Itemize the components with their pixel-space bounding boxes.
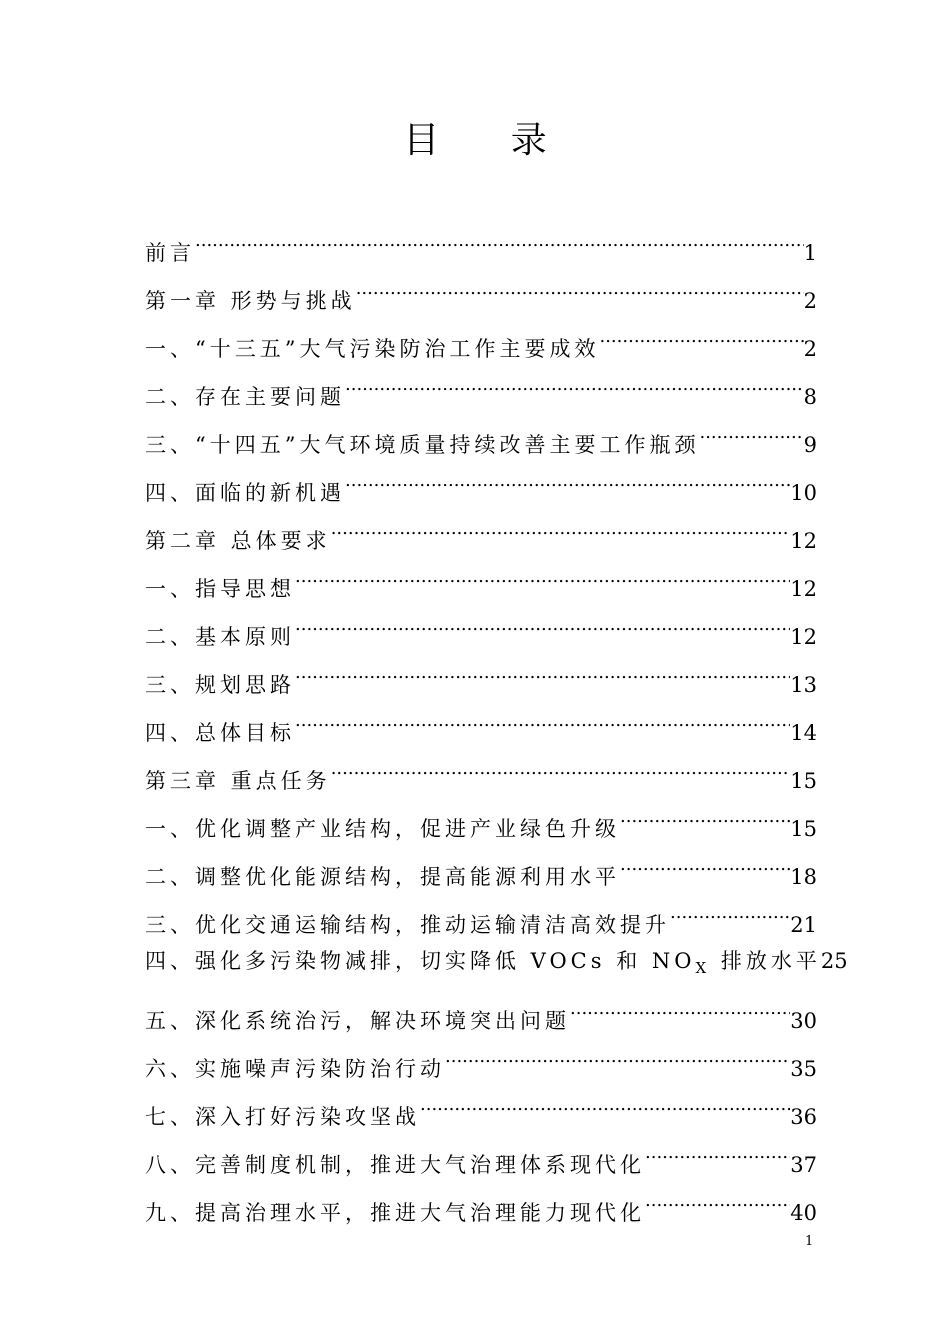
toc-entry-label: 八、完善制度机制，推进大气治理体系现代化 [145, 1153, 645, 1177]
toc-entry-3-1[interactable] [145, 798, 817, 846]
toc-entry-label: 三、“十四五”大气环境质量持续改善主要工作瓶颈 [145, 433, 700, 457]
toc-entry-3-6[interactable] [145, 1038, 817, 1086]
toc-entry-label: 四、总体目标 [145, 721, 295, 745]
dot-leader [620, 798, 790, 836]
dot-leader [645, 1134, 790, 1172]
dot-leader [699, 414, 803, 452]
toc-entry-page: 14 [790, 721, 817, 745]
toc-entry-label: 第三章 重点任务 [145, 769, 331, 793]
dot-leader [345, 462, 790, 500]
toc-entry-page: 8 [803, 385, 817, 409]
toc-entry-chapter-3[interactable] [145, 750, 817, 798]
dot-leader [356, 270, 804, 308]
toc-entry-3-3[interactable] [145, 894, 817, 942]
dot-leader [331, 750, 791, 788]
dot-leader [195, 222, 804, 260]
dot-leader [420, 1086, 790, 1124]
toc-entry-3-5[interactable] [145, 990, 817, 1038]
toc-entry-page: 2 [803, 289, 817, 313]
subscript-x: X [695, 959, 711, 978]
toc-entry-label: 一、“十三五”大气污染防治工作主要成效 [145, 337, 600, 361]
table-of-contents [145, 222, 848, 1230]
toc-entry-page: 40 [790, 1201, 817, 1225]
toc-entry-label [145, 942, 821, 987]
dot-leader [670, 894, 790, 932]
toc-entry-label: 二、调整优化能源结构，提高能源利用水平 [145, 865, 620, 889]
toc-entry-label: 一、优化调整产业结构，促进产业绿色升级 [145, 817, 620, 841]
toc-entry-3-2[interactable] [145, 846, 817, 894]
toc-entry-2-3[interactable] [145, 654, 817, 702]
toc-entry-label: 三、优化交通运输结构，推动运输清洁高效提升 [145, 913, 670, 937]
toc-entry-3-4[interactable] [145, 942, 848, 990]
toc-entry-page: 37 [790, 1153, 817, 1177]
dot-leader [620, 846, 790, 884]
toc-entry-page: 1 [803, 241, 817, 265]
toc-entry-page: 30 [790, 1009, 817, 1033]
toc-entry-label: 第二章 总体要求 [145, 529, 331, 553]
toc-entry-page: 12 [790, 529, 817, 553]
page-title: 目 录 [403, 120, 577, 161]
toc-entry-label: 二、基本原则 [145, 625, 295, 649]
footer-page-number: 1 [805, 1234, 814, 1249]
toc-entry-chapter-1[interactable] [145, 270, 817, 318]
toc-entry-preface[interactable] [145, 222, 817, 270]
toc-entry-page: 21 [790, 913, 817, 937]
toc-entry-1-4[interactable] [145, 462, 817, 510]
toc-entry-1-2[interactable] [145, 366, 817, 414]
toc-entry-3-7[interactable] [145, 1086, 817, 1134]
toc-entry-label: 一、指导思想 [145, 577, 295, 601]
toc-entry-page: 9 [803, 433, 817, 457]
toc-entry-chapter-2[interactable] [145, 510, 817, 558]
toc-entry-page: 18 [790, 865, 817, 889]
dot-leader [445, 1038, 790, 1076]
toc-entry-page: 13 [790, 673, 817, 697]
toc-entry-label: 三、规划思路 [145, 673, 295, 697]
toc-entry-label: 前言 [145, 241, 195, 265]
toc-entry-1-1[interactable] [145, 318, 817, 366]
toc-entry-page: 15 [790, 817, 817, 841]
toc-entry-page: 12 [790, 625, 817, 649]
toc-entry-3-8[interactable] [145, 1134, 817, 1182]
dot-leader [295, 558, 790, 596]
toc-entry-page: 35 [790, 1057, 817, 1081]
dot-leader [295, 606, 790, 644]
toc-entry-page: 15 [790, 769, 817, 793]
dot-leader [295, 654, 790, 692]
toc-entry-2-1[interactable] [145, 558, 817, 606]
dot-leader [599, 318, 803, 356]
toc-entry-label: 第一章 形势与挑战 [145, 289, 356, 313]
toc-entry-label: 九、提高治理水平，推进大气治理能力现代化 [145, 1201, 645, 1225]
toc-entry-label-post: 排放水平 [710, 949, 821, 973]
toc-entry-2-2[interactable] [145, 606, 817, 654]
toc-entry-page: 36 [790, 1105, 817, 1129]
dot-leader [645, 1182, 790, 1220]
toc-entry-label-pre: 四、强化多污染物减排，切实降低 VOCs 和 NO [145, 949, 696, 973]
toc-entry-label: 七、深入打好污染攻坚战 [145, 1105, 420, 1129]
toc-entry-page: 10 [790, 481, 817, 505]
toc-entry-3-9[interactable] [145, 1182, 817, 1230]
dot-leader [331, 510, 791, 548]
toc-entry-2-4[interactable] [145, 702, 817, 750]
toc-entry-1-3[interactable] [145, 414, 817, 462]
dot-leader [570, 990, 790, 1028]
dot-leader [295, 702, 790, 740]
toc-entry-page: 2 [803, 337, 817, 361]
toc-entry-label: 五、深化系统治污，解决环境突出问题 [145, 1009, 570, 1033]
toc-entry-label: 六、实施噪声污染防治行动 [145, 1057, 445, 1081]
toc-entry-label: 四、面临的新机遇 [145, 481, 345, 505]
dot-leader [345, 366, 804, 404]
toc-entry-page: 12 [790, 577, 817, 601]
toc-entry-label: 二、存在主要问题 [145, 385, 345, 409]
toc-entry-page: 25 [820, 949, 848, 973]
